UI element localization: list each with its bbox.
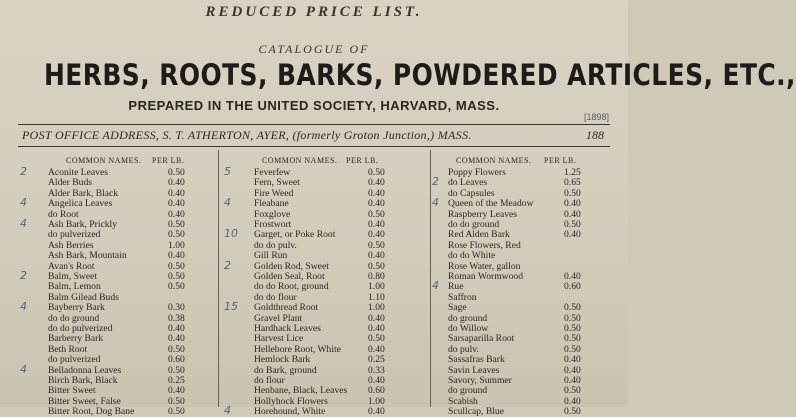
- item-price: 0.40: [564, 271, 581, 282]
- column-2: [220, 150, 428, 417]
- pencil-mark: 15: [224, 300, 238, 314]
- item-name: Garget, or Poke Root: [254, 229, 336, 241]
- item-price: 0.40: [368, 198, 385, 210]
- item-price: 0.40: [368, 343, 385, 355]
- item-price: 0.65: [564, 177, 581, 189]
- item-name: Bitter Root, Dog Bane: [48, 406, 135, 417]
- item-price: 0.40: [368, 375, 385, 386]
- list-item: [432, 407, 628, 417]
- item-name: Goldthread Root: [254, 302, 319, 314]
- item-name: Raspberry Leaves: [448, 208, 517, 220]
- item-name: Saffron: [448, 291, 477, 303]
- title: REDUCED PRICE LIST.: [205, 4, 423, 20]
- item-name: Feverfew: [254, 167, 291, 178]
- list-item: [220, 241, 416, 251]
- item-price: 1.25: [564, 167, 581, 178]
- item-name: do do flour: [254, 291, 297, 303]
- item-name: do do ground: [448, 219, 500, 230]
- pencil-mark: 2: [20, 165, 27, 178]
- item-name: Hollyhock Flowers: [254, 395, 328, 407]
- item-name: Balm, Sweet: [48, 271, 98, 282]
- item-name: Sarsaparilla Root: [448, 333, 515, 345]
- item-price: 0.50: [168, 260, 185, 272]
- pencil-mark: 4: [20, 196, 27, 210]
- item-price: 0.40: [368, 177, 385, 189]
- item-price: 0.25: [168, 375, 185, 386]
- item-name: do pulv.: [448, 343, 479, 355]
- item-name: Ash Bark, Mountain: [48, 250, 127, 262]
- item-price: 0.38: [168, 312, 185, 324]
- pencil-mark: 5: [224, 165, 231, 178]
- item-price: 0.40: [368, 406, 385, 417]
- list-item: [220, 196, 416, 210]
- list-item: [18, 196, 214, 210]
- item-price: 0.33: [368, 364, 385, 376]
- item-name: Ash Bark, Prickly: [48, 219, 118, 230]
- item-price: 0.50: [168, 281, 185, 293]
- address-rule: [18, 146, 610, 147]
- item-name: do do pulv.: [254, 239, 297, 251]
- post-office-address: POST OFFICE ADDRESS, S. T. ATHERTON, AYER, (formerly Groton Junction,) MASS.: [22, 128, 472, 142]
- column-3-names-header: COMMON NAMES.: [456, 156, 532, 165]
- pencil-mark: 2: [432, 175, 439, 189]
- item-name: Balm, Lemon: [48, 281, 101, 293]
- main-heading: HERBS, ROOTS, BARKS, POWDERED ARTICLES, ETC.,: [43, 58, 796, 92]
- column-divider-2: [430, 150, 431, 407]
- item-name: Foxglove: [254, 208, 291, 220]
- item-price: 0.60: [168, 354, 185, 366]
- item-name: do Leaves: [448, 177, 488, 189]
- item-price: 0.50: [168, 395, 185, 407]
- item-price: 0.50: [368, 260, 385, 272]
- item-name: do do pulverized: [48, 323, 113, 334]
- item-name: Angelica Leaves: [48, 198, 113, 210]
- pencil-mark: 4: [20, 362, 27, 376]
- item-price: 0.40: [368, 250, 385, 262]
- pencil-mark: 4: [432, 196, 439, 210]
- item-price: 0.40: [368, 312, 385, 324]
- item-price: 0.40: [168, 187, 185, 199]
- item-price: 1.00: [368, 302, 385, 314]
- item-price: 0.40: [368, 229, 385, 241]
- pencil-mark: 4: [432, 279, 439, 293]
- item-name: Fire Weed: [254, 187, 294, 199]
- pencil-mark: 10: [224, 227, 238, 241]
- prepared-line: PREPARED IN THE UNITED SOCIETY, HARVARD, MASS.: [128, 98, 500, 113]
- item-name: do pulverized: [48, 229, 101, 241]
- item-name: Poppy Flowers: [448, 167, 506, 178]
- list-item: [220, 282, 416, 292]
- pencil-mark: 4: [224, 404, 231, 417]
- item-name: Alder Bark, Black: [48, 187, 119, 199]
- column-1-price-header: PER LB.: [152, 156, 185, 165]
- column-divider-1: [218, 150, 219, 407]
- item-price: 1.00: [168, 239, 185, 251]
- list-item: [432, 279, 628, 293]
- list-item: [220, 404, 416, 417]
- item-name: Scabish: [448, 395, 478, 407]
- list-item: [18, 230, 214, 240]
- list-item: [432, 251, 628, 261]
- item-price: 1.10: [368, 291, 385, 303]
- item-name: do Root: [48, 208, 79, 220]
- pencil-mark: 4: [20, 300, 27, 314]
- item-name: Bayberry Bark: [48, 302, 105, 314]
- item-name: do do Root, ground: [254, 281, 329, 293]
- item-name: do ground: [448, 385, 488, 397]
- item-name: Gravel Plant: [254, 312, 303, 324]
- item-name: Sassafras Bark: [448, 354, 505, 366]
- item-name: Hellebore Root, White: [254, 343, 341, 355]
- item-price: 0.25: [368, 354, 385, 366]
- list-item: [220, 189, 416, 199]
- item-name: Balm Gilead Buds: [48, 291, 119, 303]
- item-name: Bitter Sweet: [48, 385, 96, 397]
- item-name: Frostwort: [254, 219, 292, 230]
- item-price: 0.50: [564, 385, 581, 397]
- item-price: 0.50: [168, 364, 185, 376]
- list-item: [432, 355, 628, 365]
- item-price: 0.50: [168, 271, 185, 282]
- item-price: 0.40: [168, 250, 185, 262]
- pencil-mark: 2: [224, 258, 231, 272]
- item-name: Golden Rod, Sweet: [254, 260, 329, 272]
- list-item: [220, 334, 416, 344]
- list-item: [220, 324, 416, 334]
- top-rule: [18, 124, 610, 125]
- item-price: 0.50: [168, 343, 185, 355]
- item-name: do ground: [448, 312, 488, 324]
- item-price: 0.40: [168, 333, 185, 345]
- list-item: [18, 407, 214, 417]
- item-name: Scullcap, Blue: [448, 406, 504, 417]
- item-price: 0.40: [564, 375, 581, 386]
- item-price: 0.40: [168, 198, 185, 210]
- list-item: [220, 210, 416, 220]
- column-1-names-header: COMMON NAMES.: [66, 156, 142, 165]
- list-item: [18, 300, 214, 314]
- subtitle: CATALOGUE OF: [258, 42, 370, 56]
- item-name: do pulverized: [48, 354, 101, 366]
- item-price: 0.40: [368, 219, 385, 230]
- list-item: [432, 196, 628, 210]
- list-item: [220, 178, 416, 188]
- item-name: Alder Buds: [48, 177, 92, 189]
- item-price: 0.50: [564, 187, 581, 199]
- item-price: 0.50: [168, 229, 185, 241]
- item-price: 0.50: [564, 219, 581, 230]
- item-name: Belladonna Leaves: [48, 364, 122, 376]
- item-name: Queen of the Meadow: [448, 198, 534, 210]
- item-price: 0.60: [564, 281, 581, 293]
- item-name: do do ground: [48, 312, 100, 324]
- item-name: Fleabane: [254, 198, 289, 210]
- item-price: 0.40: [564, 364, 581, 376]
- list-item: [432, 334, 628, 344]
- list-item: [220, 345, 416, 355]
- item-price: 0.50: [564, 302, 581, 314]
- item-name: Beth Root: [48, 343, 88, 355]
- item-name: Ash Berries: [48, 239, 94, 251]
- item-name: Hemlock Bark: [254, 354, 311, 366]
- item-name: do Bark, ground: [254, 364, 317, 376]
- item-price: 0.60: [368, 385, 385, 397]
- item-price: 0.40: [368, 323, 385, 334]
- item-price: 0.50: [368, 239, 385, 251]
- item-price: 0.50: [368, 333, 385, 345]
- item-price: 0.50: [564, 323, 581, 334]
- list-item: [220, 355, 416, 365]
- item-name: Birch Bark, Black: [48, 375, 118, 386]
- date-stamp: [1898]: [584, 112, 610, 122]
- item-price: 0.40: [168, 385, 185, 397]
- list-item: [220, 366, 416, 376]
- pencil-mark: 4: [20, 217, 27, 230]
- item-price: 0.30: [168, 302, 185, 314]
- pencil-mark: 2: [20, 269, 27, 282]
- column-2-price-header: PER LB.: [346, 156, 379, 165]
- item-name: Barberry Bark: [48, 333, 104, 345]
- item-price: 0.50: [168, 219, 185, 230]
- item-price: 0.40: [564, 229, 581, 241]
- list-item: [18, 355, 214, 365]
- item-name: Savin Leaves: [448, 364, 500, 376]
- list-item: [18, 386, 214, 396]
- list-item: [432, 175, 628, 189]
- list-item: [18, 334, 214, 344]
- column-3-price-header: PER LB.: [544, 156, 577, 165]
- list-item: [220, 251, 416, 261]
- list-item: [18, 282, 214, 292]
- item-price: 0.40: [564, 208, 581, 220]
- list-item: [220, 300, 416, 314]
- item-name: Rose Water, gallon: [448, 260, 521, 272]
- item-price: 0.50: [564, 333, 581, 345]
- item-price: 0.50: [368, 167, 385, 178]
- item-price: 0.50: [564, 406, 581, 417]
- item-name: Roman Wormwood: [448, 271, 523, 282]
- item-price: 0.40: [564, 198, 581, 210]
- item-name: Red Alden Bark: [448, 229, 510, 241]
- list-item: [220, 386, 416, 396]
- item-price: 0.40: [168, 177, 185, 189]
- item-price: 0.50: [368, 208, 385, 220]
- item-price: 0.40: [368, 187, 385, 199]
- column-1: [18, 150, 214, 417]
- item-name: Savory, Summer: [448, 375, 512, 386]
- item-name: Hardhack Leaves: [254, 323, 321, 334]
- column-2-names-header: COMMON NAMES.: [262, 156, 338, 165]
- list-item: [432, 303, 628, 313]
- list-item: [220, 165, 416, 178]
- list-item: [220, 227, 416, 241]
- item-name: do Willow: [448, 323, 489, 334]
- item-price: 0.80: [368, 271, 385, 282]
- item-price: 0.50: [168, 167, 185, 178]
- item-name: Avan's Root: [48, 260, 95, 272]
- list-item: [18, 178, 214, 188]
- item-name: Golden Seal, Root: [254, 271, 325, 282]
- item-price: 0.40: [564, 395, 581, 407]
- item-name: Rose Flowers, Red: [448, 239, 521, 251]
- item-name: do do White: [448, 250, 496, 262]
- item-name: Bitter Sweet, False: [48, 395, 121, 407]
- item-name: Aconite Leaves: [48, 167, 108, 178]
- item-price: 0.40: [168, 208, 185, 220]
- item-name: do flour: [254, 375, 285, 386]
- item-price: 0.50: [564, 312, 581, 324]
- item-name: Gill Run: [254, 250, 288, 262]
- list-item: [432, 386, 628, 396]
- list-item: [432, 230, 628, 240]
- item-name: Henbane, Black, Leaves: [254, 385, 348, 397]
- item-price: 0.50: [168, 406, 185, 417]
- item-name: Fern, Sweet: [254, 177, 300, 189]
- pencil-mark: 4: [224, 196, 231, 210]
- item-price: 0.40: [168, 323, 185, 334]
- list-item: [220, 293, 416, 303]
- item-name: do Capsules: [448, 187, 495, 199]
- list-item: [18, 251, 214, 261]
- item-price: 0.50: [564, 343, 581, 355]
- item-name: Horehound, White: [254, 406, 326, 417]
- item-name: Rue: [448, 281, 464, 293]
- item-price: 1.00: [368, 281, 385, 293]
- item-name: Sage: [448, 302, 467, 314]
- item-price: 0.40: [564, 354, 581, 366]
- column-3: [432, 150, 628, 417]
- item-name: Harvest Lice: [254, 333, 304, 345]
- item-price: 1.00: [368, 395, 385, 407]
- year-field: 188: [586, 128, 604, 142]
